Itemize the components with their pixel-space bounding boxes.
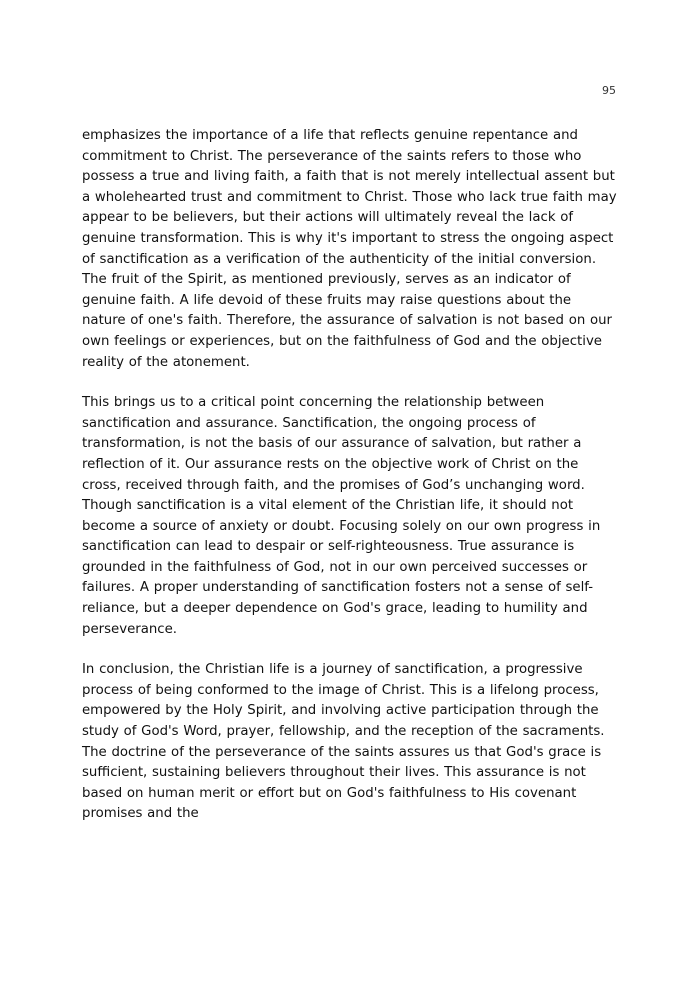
page-number: 95: [602, 84, 616, 97]
paragraph: emphasizes the importance of a life that reflects genuine repentance and commitment to Christ. The perseverance of the saints refers to those who possess a true and living faith, a faith that is not merely intellectual assent but a wholehearted trust and commitment to Christ. Those who lack true faith may appear to be believers, but their actions will ultimately reveal the lack of genuine transformation. This is why it's important to stress the ongoing aspect of sanctification as a verification of the authenticity of the initial conversion. The fruit of the Spirit, as mentioned previously, serves as an indicator of genuine faith. A life devoid of these fruits may raise questions about the nature of one's faith. Therefore, the assurance of salvation is not based on our own feelings or experiences, but on the faithfulness of God and the objective reality of the atonement.: [82, 128, 617, 370]
paragraph: In conclusion, the Christian life is a journey of sanctification, a progressive process of being conformed to the image of Christ. This is a lifelong process, empowered by the Holy Spirit, and involving active participation through the study of God's Word, prayer, fellowship, and the reception of the sacraments. The doctrine of the perseverance of the saints assures us that God's grace is sufficient, sustaining believers throughout their lives. This assurance is not based on human merit or effort but on God's faithfulness to His covenant promises and the: [82, 662, 605, 822]
paragraph: This brings us to a critical point concerning the relationship between sanctification and assurance. Sanctification, the ongoing process of transformation, is not the basis of our assurance of salvation, but rather a reflection of it. Our assurance rests on the objective work of Christ on the cross, received through faith, and the promises of God’s unchanging word. Though sanctification is a vital element of the Christian life, it should not become a source of anxiety or doubt. Focusing solely on our own progress in sanctification can lead to despair or self-righteousness. True assurance is grounded in the faithfulness of God, not in our own perceived successes or failures. A proper understanding of sanctification fosters not a sense of self-reliance, but a deeper dependence on God's grace, leading to humility and perseverance.: [82, 395, 601, 637]
page-body-text: [82, 126, 619, 845]
